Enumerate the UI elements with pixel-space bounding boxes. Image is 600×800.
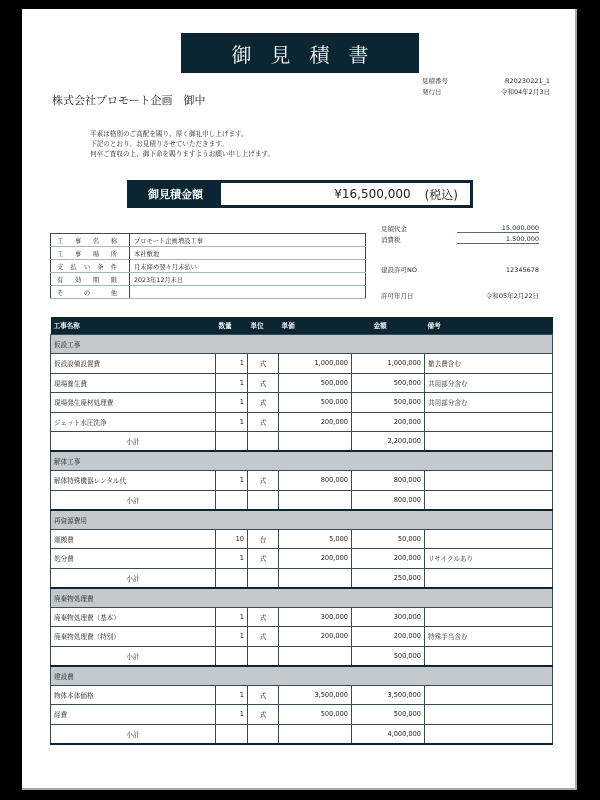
quantity-cell: 1 — [216, 471, 248, 491]
side-label: 許可年月日 — [381, 292, 414, 300]
info-value: プロモート企画増設工事 — [130, 234, 366, 247]
subtotal-label-cell: 小計 — [51, 724, 216, 744]
subtotal-amount-cell: 4,000,000 — [352, 724, 425, 744]
greeting-line: 何卒ご査収の上、御下命を賜りますようお願い申し上げます。 — [90, 150, 275, 158]
total-amount-value: ¥16,500,000 — [334, 187, 411, 201]
unit-cell: 式 — [248, 373, 279, 393]
info-label: 有効期限 — [51, 273, 130, 286]
header-amount: 金額 — [352, 317, 425, 334]
unit-price-cell: 1,000,000 — [279, 354, 352, 374]
subtotal-amount-cell: 500,000 — [352, 646, 425, 666]
table-row — [51, 354, 553, 374]
header-unit-price: 単価 — [279, 317, 352, 334]
notes-cell — [425, 685, 553, 705]
greeting-line: 平素は格別のご高配を賜り、厚く御礼申し上げます。 — [90, 130, 248, 138]
unit-cell: 式 — [248, 393, 279, 413]
unit-cell: 式 — [248, 412, 279, 432]
line-items-table — [50, 317, 553, 745]
unit-price-cell: 3,500,000 — [279, 685, 352, 705]
empty-cell — [248, 724, 279, 744]
item-name-cell: 廃棄物処理費（基本） — [51, 607, 216, 627]
empty-cell — [279, 432, 352, 452]
unit-cell: 式 — [248, 627, 279, 647]
empty-cell — [216, 432, 248, 452]
item-name-cell: 運搬費 — [51, 529, 216, 549]
info-value: 本社敷地 — [130, 247, 366, 260]
estimate-page — [22, 9, 577, 790]
issue-date-value: 令和04年2月3日 — [500, 88, 550, 96]
table-row — [51, 607, 553, 627]
category-label: 建設費 — [51, 666, 553, 686]
table-row — [51, 705, 553, 725]
amount-cell: 50,000 — [352, 529, 425, 549]
side-value: 15.000.000 — [457, 224, 539, 233]
info-row-expiry — [51, 273, 366, 286]
consumption-tax-row — [381, 234, 539, 245]
total-amount-label: 御見積金額 — [148, 188, 203, 201]
estimate-number-row — [422, 75, 550, 86]
quantity-cell: 1 — [216, 705, 248, 725]
unit-price-cell: 200,000 — [279, 627, 352, 647]
header-item-name: 工事名称 — [51, 317, 216, 334]
category-row — [51, 588, 553, 608]
estimate-number-label: 見積番号 — [422, 77, 448, 85]
info-value: 2023年12月末日 — [130, 273, 366, 286]
quantity-cell: 1 — [216, 373, 248, 393]
subtotal-row — [381, 223, 539, 234]
quantity-cell: 1 — [216, 685, 248, 705]
category-row — [51, 334, 553, 354]
document-title-banner — [181, 33, 419, 73]
info-label: 支払い条件 — [51, 260, 130, 273]
empty-cell — [248, 432, 279, 452]
tax-included-note: (税込) — [424, 187, 458, 202]
client-name: 株式会社プロモート企画 御中 — [52, 94, 206, 107]
unit-cell: 式 — [248, 607, 279, 627]
info-label: 工事名称 — [51, 234, 130, 247]
greeting-text — [90, 129, 274, 159]
empty-cell — [279, 724, 352, 744]
empty-cell — [425, 432, 553, 452]
item-name-cell: 経費 — [51, 705, 216, 725]
header-unit: 単位 — [248, 317, 279, 334]
issue-date-label: 発行日 — [422, 88, 442, 96]
subtotal-amount-cell: 2,200,000 — [352, 432, 425, 452]
subtotal-row — [51, 490, 553, 510]
subtotal-row — [51, 432, 553, 452]
item-name-cell: 廃棄物処理費（特別） — [51, 627, 216, 647]
item-name-cell: 現場養生費 — [51, 373, 216, 393]
document-title: 御見積書 — [231, 42, 388, 67]
item-name-cell: 解体特殊機器レンタル代 — [51, 471, 216, 491]
header-quantity: 数量 — [216, 317, 248, 334]
unit-price-cell: 300,000 — [279, 607, 352, 627]
category-label: 廃棄物処理費 — [51, 588, 553, 608]
table-row — [51, 393, 553, 413]
category-label: 解体工事 — [51, 451, 553, 471]
unit-cell: 式 — [248, 705, 279, 725]
subtotal-amount-cell: 800,000 — [352, 490, 425, 510]
notes-cell: 共用部分含む — [425, 393, 553, 413]
amount-cell: 200,000 — [352, 549, 425, 569]
estimate-meta — [422, 75, 550, 97]
quantity-cell: 1 — [216, 393, 248, 413]
quantity-cell: 1 — [216, 354, 248, 374]
quantity-cell: 10 — [216, 529, 248, 549]
subtotal-row — [51, 646, 553, 666]
header-notes: 備考 — [425, 317, 553, 334]
info-row-project-name — [51, 234, 366, 247]
category-label: 再資源費用 — [51, 510, 553, 530]
side-value: 1.500.000 — [457, 235, 539, 244]
table-row — [51, 549, 553, 569]
item-name-cell: ジェット水圧洗浄 — [51, 412, 216, 432]
empty-cell — [279, 568, 352, 588]
side-label: 見積代金 — [381, 225, 407, 233]
notes-cell: 共用部分含む — [425, 373, 553, 393]
amount-cell: 800,000 — [352, 471, 425, 491]
info-value — [130, 286, 366, 299]
empty-cell — [279, 646, 352, 666]
unit-price-cell: 5,000 — [279, 529, 352, 549]
project-info-table — [50, 233, 366, 299]
amount-cell: 200,000 — [352, 627, 425, 647]
notes-cell — [425, 705, 553, 725]
unit-cell: 式 — [248, 471, 279, 491]
unit-cell: 式 — [248, 549, 279, 569]
table-row — [51, 627, 553, 647]
notes-cell: 撤去費含む — [425, 354, 553, 374]
info-label: 工事場所 — [51, 247, 130, 260]
category-row — [51, 666, 553, 686]
side-value: 令和05年2月22日 — [485, 292, 539, 300]
empty-cell — [425, 490, 553, 510]
amount-cell: 200,000 — [352, 412, 425, 432]
amount-cell: 500,000 — [352, 373, 425, 393]
notes-cell — [425, 529, 553, 549]
quantity-cell: 1 — [216, 412, 248, 432]
unit-cell: 台 — [248, 529, 279, 549]
unit-cell: 式 — [248, 354, 279, 374]
estimate-summary — [381, 223, 539, 301]
quantity-cell: 1 — [216, 627, 248, 647]
table-row — [51, 685, 553, 705]
empty-cell — [216, 646, 248, 666]
notes-cell — [425, 607, 553, 627]
empty-cell — [216, 724, 248, 744]
subtotal-row — [51, 568, 553, 588]
notes-cell: リサイクルあり — [425, 549, 553, 569]
unit-price-cell: 200,000 — [279, 549, 352, 569]
info-row-other — [51, 286, 366, 299]
empty-cell — [248, 490, 279, 510]
side-label: 消費税 — [381, 236, 401, 244]
empty-cell — [216, 568, 248, 588]
info-value: 月末締め翌々月末払い — [130, 260, 366, 273]
table-row — [51, 412, 553, 432]
unit-price-cell: 500,000 — [279, 705, 352, 725]
table-row — [51, 529, 553, 549]
side-value: 12345678 — [505, 265, 539, 274]
amount-cell: 500,000 — [352, 393, 425, 413]
table-header-row — [51, 317, 553, 334]
license-number-row — [381, 264, 539, 275]
empty-cell — [425, 724, 553, 744]
subtotal-label-cell: 小計 — [51, 490, 216, 510]
notes-cell — [425, 412, 553, 432]
unit-price-cell: 500,000 — [279, 393, 352, 413]
subtotal-amount-cell: 250,000 — [352, 568, 425, 588]
info-label: その他 — [51, 286, 130, 299]
quantity-cell: 1 — [216, 607, 248, 627]
unit-price-cell: 500,000 — [279, 373, 352, 393]
category-row — [51, 451, 553, 471]
info-row-site — [51, 247, 366, 260]
quantity-cell: 1 — [216, 549, 248, 569]
side-label: 建設許可NO — [381, 266, 417, 274]
subtotal-row — [51, 724, 553, 744]
subtotal-label-cell: 小計 — [51, 568, 216, 588]
subtotal-label-cell: 小計 — [51, 432, 216, 452]
item-name-cell: 物体本体価格 — [51, 685, 216, 705]
category-row — [51, 510, 553, 530]
unit-price-cell: 800,000 — [279, 471, 352, 491]
empty-cell — [425, 568, 553, 588]
total-amount-box — [127, 180, 473, 208]
amount-cell: 3,500,000 — [352, 685, 425, 705]
empty-cell — [216, 490, 248, 510]
table-row — [51, 373, 553, 393]
amount-cell: 300,000 — [352, 607, 425, 627]
license-date-row — [381, 290, 539, 301]
empty-cell — [279, 490, 352, 510]
greeting-line: 下記のとおり、お見積りさせていただきます。 — [90, 140, 228, 148]
item-name-cell: 仮設設備設置費 — [51, 354, 216, 374]
unit-price-cell: 200,000 — [279, 412, 352, 432]
estimate-number-value: R20230221_1 — [505, 76, 550, 85]
notes-cell — [425, 471, 553, 491]
empty-cell — [248, 646, 279, 666]
empty-cell — [248, 568, 279, 588]
subtotal-label-cell: 小計 — [51, 646, 216, 666]
item-name-cell: 現場発生廃材処理費 — [51, 393, 216, 413]
notes-cell: 特殊手当含む — [425, 627, 553, 647]
item-name-cell: 処分費 — [51, 549, 216, 569]
info-row-payment-terms — [51, 260, 366, 273]
total-amount-field — [221, 183, 470, 205]
category-label: 仮設工事 — [51, 334, 553, 354]
amount-cell: 1,000,000 — [352, 354, 425, 374]
unit-cell: 式 — [248, 685, 279, 705]
table-row — [51, 471, 553, 491]
issue-date-row — [422, 86, 550, 97]
amount-cell: 500,000 — [352, 705, 425, 725]
empty-cell — [425, 646, 553, 666]
